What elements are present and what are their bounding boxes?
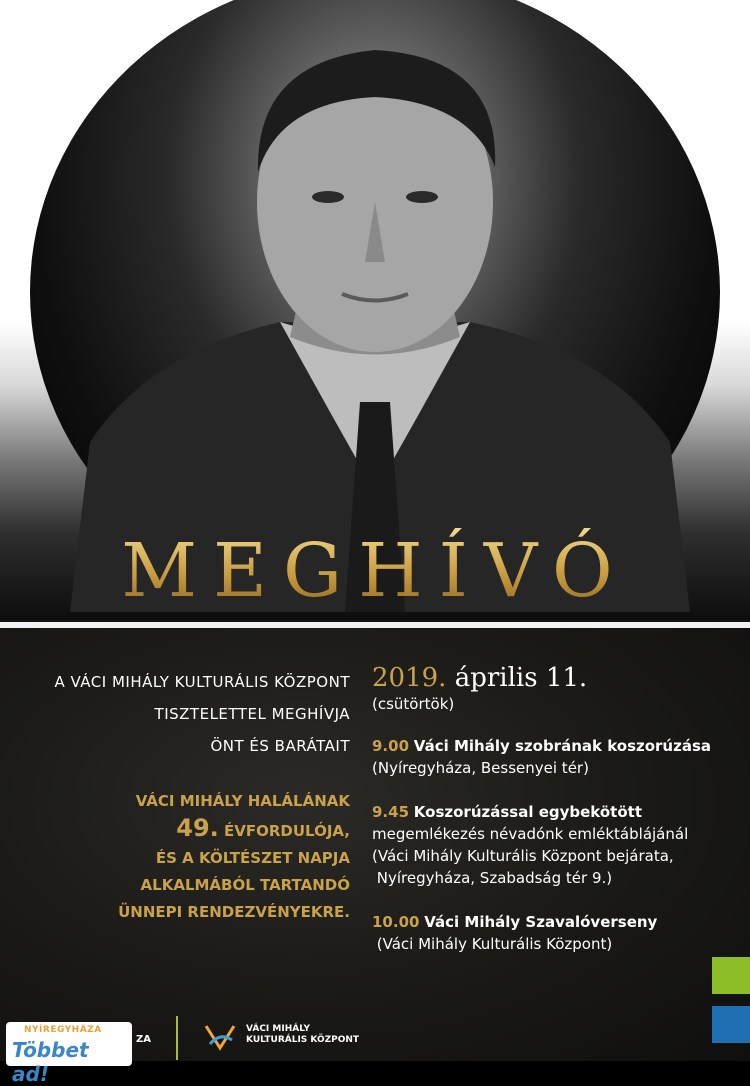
logo-separator	[176, 1016, 178, 1060]
city-name: NYÍREGYHÁZA	[24, 1025, 102, 1035]
event-time: 9.45	[372, 803, 410, 821]
portrait-silhouette	[30, 0, 720, 612]
event-year: 2019.	[372, 663, 447, 693]
occasion-line: ÉS A KÖLTÉSZET NAPJA	[155, 849, 350, 867]
anniversary-number: 49.	[176, 814, 219, 842]
occasion-line	[0, 815, 350, 845]
event-time: 10.00	[372, 913, 420, 931]
event-detail: Nyíregyháza, Szabadság tér 9.)	[372, 869, 613, 887]
event-name: Koszorúzással egybekötött	[413, 803, 642, 821]
invitation-line: A VÁCI MIHÁLY KULTURÁLIS KÖZPONT	[54, 673, 350, 691]
city-slogan: Többet ad!	[12, 1038, 89, 1086]
event-schedule	[372, 663, 742, 955]
invitation-text	[0, 666, 350, 926]
occasion-line: VÁCI MIHÁLY HALÁLÁNAK	[135, 792, 350, 810]
event-item	[372, 735, 742, 779]
event-detail: megemlékezés névadónk emléktáblájánál	[372, 825, 689, 843]
green-square	[712, 957, 750, 994]
page-title: MEGHÍVÓ	[0, 528, 750, 614]
event-date	[372, 663, 742, 693]
event-name: Váci Mihály Szavalóverseny	[424, 913, 658, 931]
portrait-photo	[30, 0, 720, 612]
city-logo	[6, 1022, 132, 1086]
event-month-day: április 11.	[454, 663, 588, 693]
cultural-center-icon	[200, 1018, 240, 1058]
event-weekday: (csütörtök)	[372, 695, 455, 713]
city-name-partial: ZA	[136, 1034, 151, 1045]
occasion-line: ÜNNEPI RENDEZVÉNYEKRE.	[118, 903, 350, 921]
event-detail: (Váci Mihály Kulturális Központ)	[372, 935, 613, 953]
invitation-line: TISZTELETTEL MEGHÍVJA	[154, 705, 350, 723]
event-item	[372, 911, 742, 955]
cultural-center-line: VÁCI MIHÁLY	[246, 1024, 311, 1034]
event-detail: (Váci Mihály Kulturális Központ bejárata,	[372, 847, 674, 865]
occasion-line: ALKALMÁBÓL TARTANDÓ	[140, 876, 350, 894]
event-time: 9.00	[372, 737, 410, 755]
cultural-center-line: KULTURÁLIS KÖZPONT	[246, 1035, 360, 1045]
cultural-center-logo-text	[246, 1024, 359, 1046]
event-name: Váci Mihály szobrának koszorúzása	[413, 737, 712, 755]
invitation-line: ÖNT ÉS BARÁTAIT	[210, 737, 350, 755]
logo-bar	[0, 1010, 750, 1086]
event-item	[372, 801, 742, 889]
occasion-text: ÉVFORDULÓJA,	[224, 822, 350, 840]
event-detail: (Nyíregyháza, Bessenyei tér)	[372, 759, 589, 777]
